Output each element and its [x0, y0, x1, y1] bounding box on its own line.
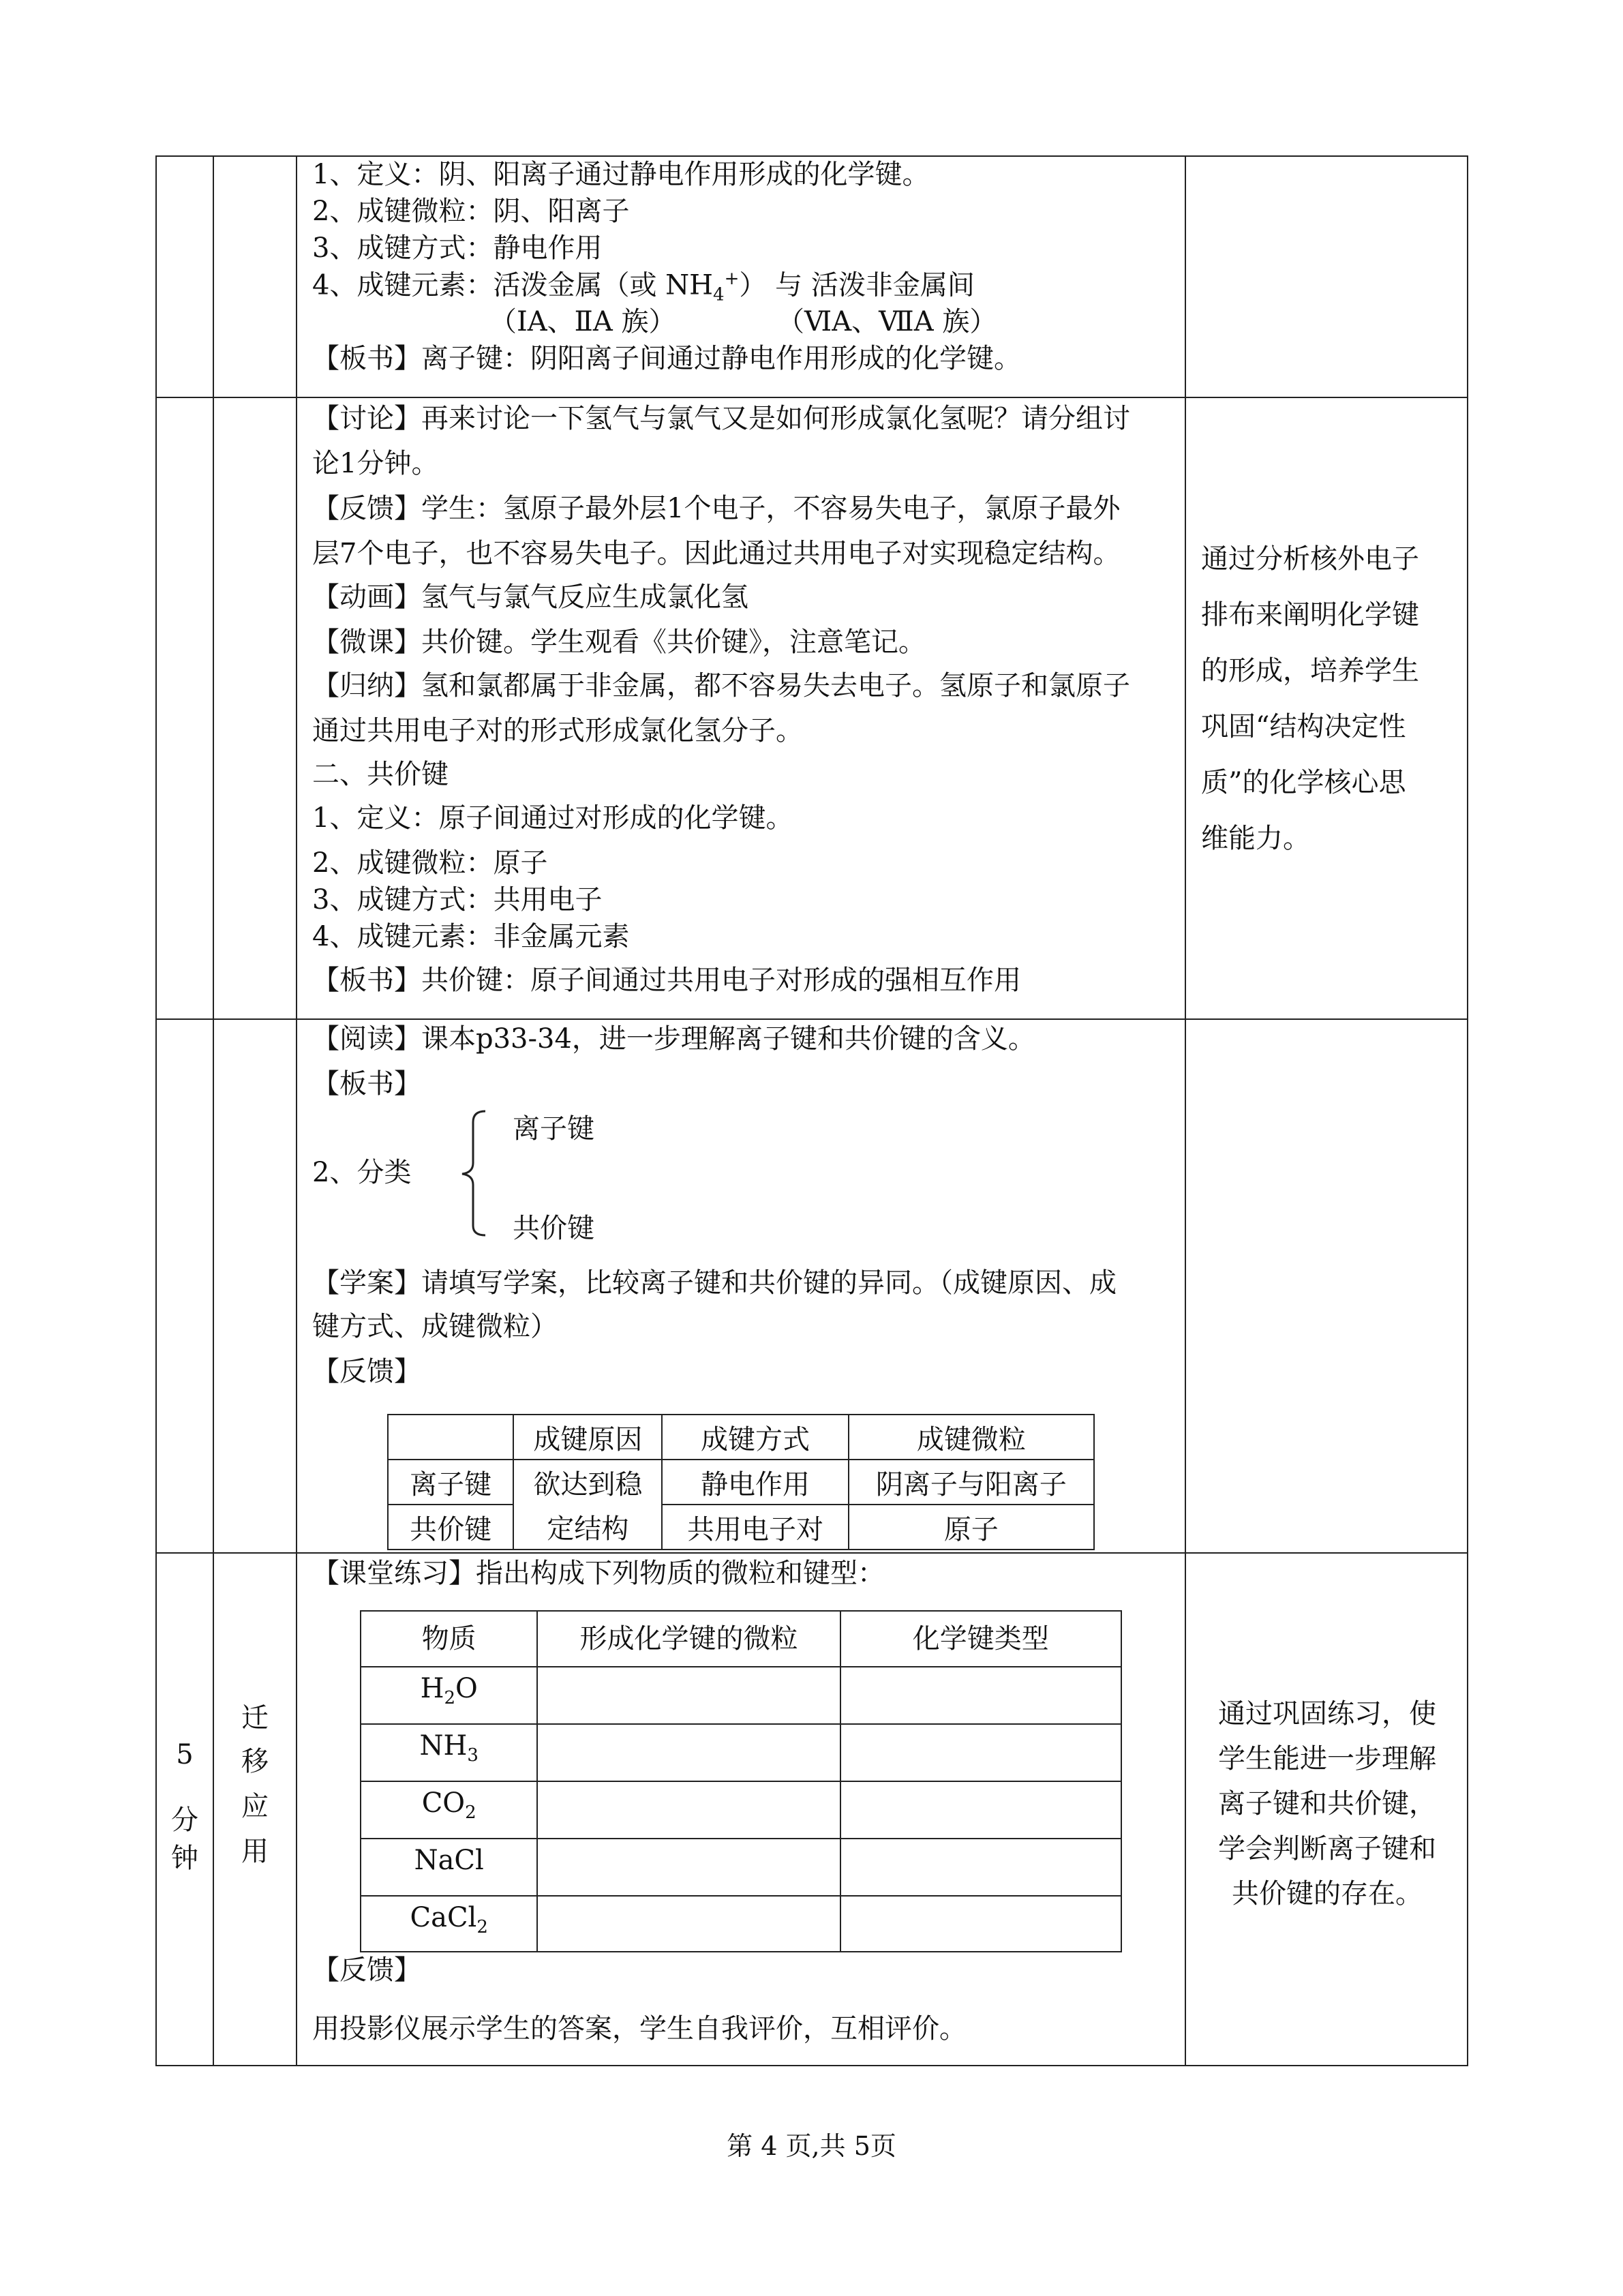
row-divider	[155, 2065, 1468, 2066]
design-note-line: 排布来阐明化学键	[1201, 599, 1419, 631]
brace-icon	[458, 1108, 492, 1238]
answer-cell	[840, 1781, 1121, 1839]
covalent-method: 3、成键方式：共用电子	[312, 884, 603, 916]
col-divider	[1185, 155, 1186, 2066]
comparison-table	[387, 1414, 1095, 1550]
time-label: 分	[171, 1804, 198, 1836]
reading-line: 【阅读】课本p33-34，进一步理解离子键和共价键的含义。	[312, 1023, 1035, 1055]
phase-label: 移	[241, 1746, 269, 1777]
summary-line: 【归纳】氢和氯都属于非金属，都不容易失去电子。氢原子和氯原子	[312, 670, 1130, 701]
covalent-definition: 1、定义：原子间通过对形成的化学键。	[312, 802, 793, 834]
table-row	[361, 1839, 1121, 1896]
phase-label: 用	[241, 1836, 269, 1867]
col-divider	[1467, 155, 1468, 2066]
design-note-line: 离子键和共价键，	[1218, 1788, 1436, 1819]
classification-covalent: 共价键	[513, 1213, 594, 1244]
answer-cell	[537, 1781, 840, 1839]
table-row: 共价键 定结构 共用电子对 原子	[388, 1505, 1094, 1550]
covalent-particles: 2、成键微粒：原子	[312, 847, 548, 879]
microlesson-line: 【微课】共价键。学生观看《共价键》，注意笔记。	[312, 626, 926, 658]
substance-cell: NaCl	[361, 1839, 537, 1896]
feedback-text: 用投影仪展示学生的答案，学生自我评价，互相评价。	[312, 2013, 967, 2044]
exercise-line: 【课堂练习】指出构成下列物质的微粒和键型：	[312, 1558, 885, 1589]
answer-cell	[537, 1896, 840, 1952]
table-row: 离子键 欲达到稳 静电作用 阴离子与阳离子	[388, 1460, 1094, 1505]
col-divider	[296, 155, 297, 2066]
row-divider	[155, 1552, 1468, 1554]
exercise-table	[360, 1610, 1122, 1952]
col-divider	[213, 155, 214, 2066]
table-header-row: 物质 形成化学键的微粒 化学键类型	[361, 1611, 1121, 1667]
page-footer: 第 4 页,共 5页	[727, 2131, 896, 2161]
table-header-row: 成键原因 成键方式 成键微粒	[388, 1415, 1094, 1460]
substance-cell: $CO_2$	[361, 1781, 537, 1839]
design-note-line: 学会判断离子键和	[1218, 1833, 1436, 1864]
ionic-particles: 2、成键微粒：阴、阳离子	[312, 196, 630, 227]
col-divider	[155, 155, 157, 2066]
substance-cell: CaCl$_2$	[361, 1896, 537, 1952]
covalent-heading: 二、共价键	[312, 759, 449, 790]
ionic-board-note: 【板书】离子键：阴阳离子间通过静电作用形成的化学键。	[312, 343, 1021, 374]
design-note-line: 学生能进一步理解	[1218, 1743, 1436, 1774]
answer-cell	[537, 1667, 840, 1724]
classification-ionic: 离子键	[513, 1113, 594, 1145]
design-note-line: 的形成，培养学生	[1201, 655, 1419, 686]
phase-label: 迁	[241, 1702, 269, 1734]
covalent-elements: 4、成键元素：非金属元素	[312, 921, 630, 952]
classification-label: 2、分类	[312, 1157, 412, 1188]
phase-label: 应	[241, 1791, 269, 1822]
answer-cell	[537, 1724, 840, 1781]
design-note-line: 巩固“结构决定性	[1201, 711, 1406, 742]
ionic-group-metal: （ⅠA、ⅡA 族）	[489, 306, 676, 337]
board-label: 【板书】	[312, 1068, 421, 1100]
table-row	[361, 1896, 1121, 1952]
design-note-line: 维能力。	[1201, 823, 1310, 854]
answer-cell	[537, 1839, 840, 1896]
discussion-line: 论1分钟。	[312, 448, 439, 479]
row-divider	[155, 155, 1468, 157]
answer-cell	[840, 1839, 1121, 1896]
time-label: 钟	[171, 1843, 198, 1874]
substance-cell: $H_2O$	[361, 1667, 537, 1724]
ionic-method: 3、成键方式：静电作用	[312, 232, 603, 264]
time-label: 5	[176, 1739, 194, 1770]
summary-line: 通过共用电子对的形式形成氯化氢分子。	[312, 715, 803, 746]
covalent-board-note: 【板书】共价键：原子间通过共用电子对形成的强相互作用	[312, 965, 1021, 996]
ionic-elements: 4、成键元素：活泼金属（或 $NH_4^+$） 与 活泼非金属间	[312, 269, 975, 305]
design-note-line: 通过巩固练习，使	[1218, 1698, 1436, 1729]
design-note-line: 共价键的存在。	[1232, 1878, 1423, 1909]
feedback-line: 层7个电子，也不容易失电子。因此通过共用电子对实现稳定结构。	[312, 538, 1121, 569]
answer-cell	[840, 1667, 1121, 1724]
feedback-line: 【反馈】学生：氢原子最外层1个电子，不容易失电子，氯原子最外	[312, 493, 1121, 524]
row-divider	[155, 397, 1468, 398]
table-row	[361, 1667, 1121, 1724]
animation-line: 【动画】氢气与氯气反应生成氯化氢	[312, 581, 748, 613]
table-row	[361, 1781, 1121, 1839]
ionic-definition: 1、定义：阴、阳离子通过静电作用形成的化学键。	[312, 159, 930, 190]
feedback-label: 【反馈】	[312, 1356, 421, 1387]
table-row	[361, 1724, 1121, 1781]
study-plan-line: 【学案】请填写学案，比较离子键和共价键的异同。（成键原因、成	[312, 1267, 1117, 1299]
answer-cell	[840, 1896, 1121, 1952]
answer-cell	[840, 1724, 1121, 1781]
row-divider	[155, 1018, 1468, 1020]
ionic-group-nonmetal: （ⅥA、ⅦA 族）	[777, 306, 997, 337]
study-plan-line: 键方式、成键微粒）	[312, 1311, 558, 1342]
design-note-line: 质”的化学核心思	[1201, 767, 1406, 798]
feedback-label: 【反馈】	[312, 1954, 421, 1986]
discussion-line: 【讨论】再来讨论一下氢气与氯气又是如何形成氯化氢呢？请分组讨	[312, 403, 1130, 434]
substance-cell: $NH_3$	[361, 1724, 537, 1781]
design-note-line: 通过分析核外电子	[1201, 543, 1419, 575]
